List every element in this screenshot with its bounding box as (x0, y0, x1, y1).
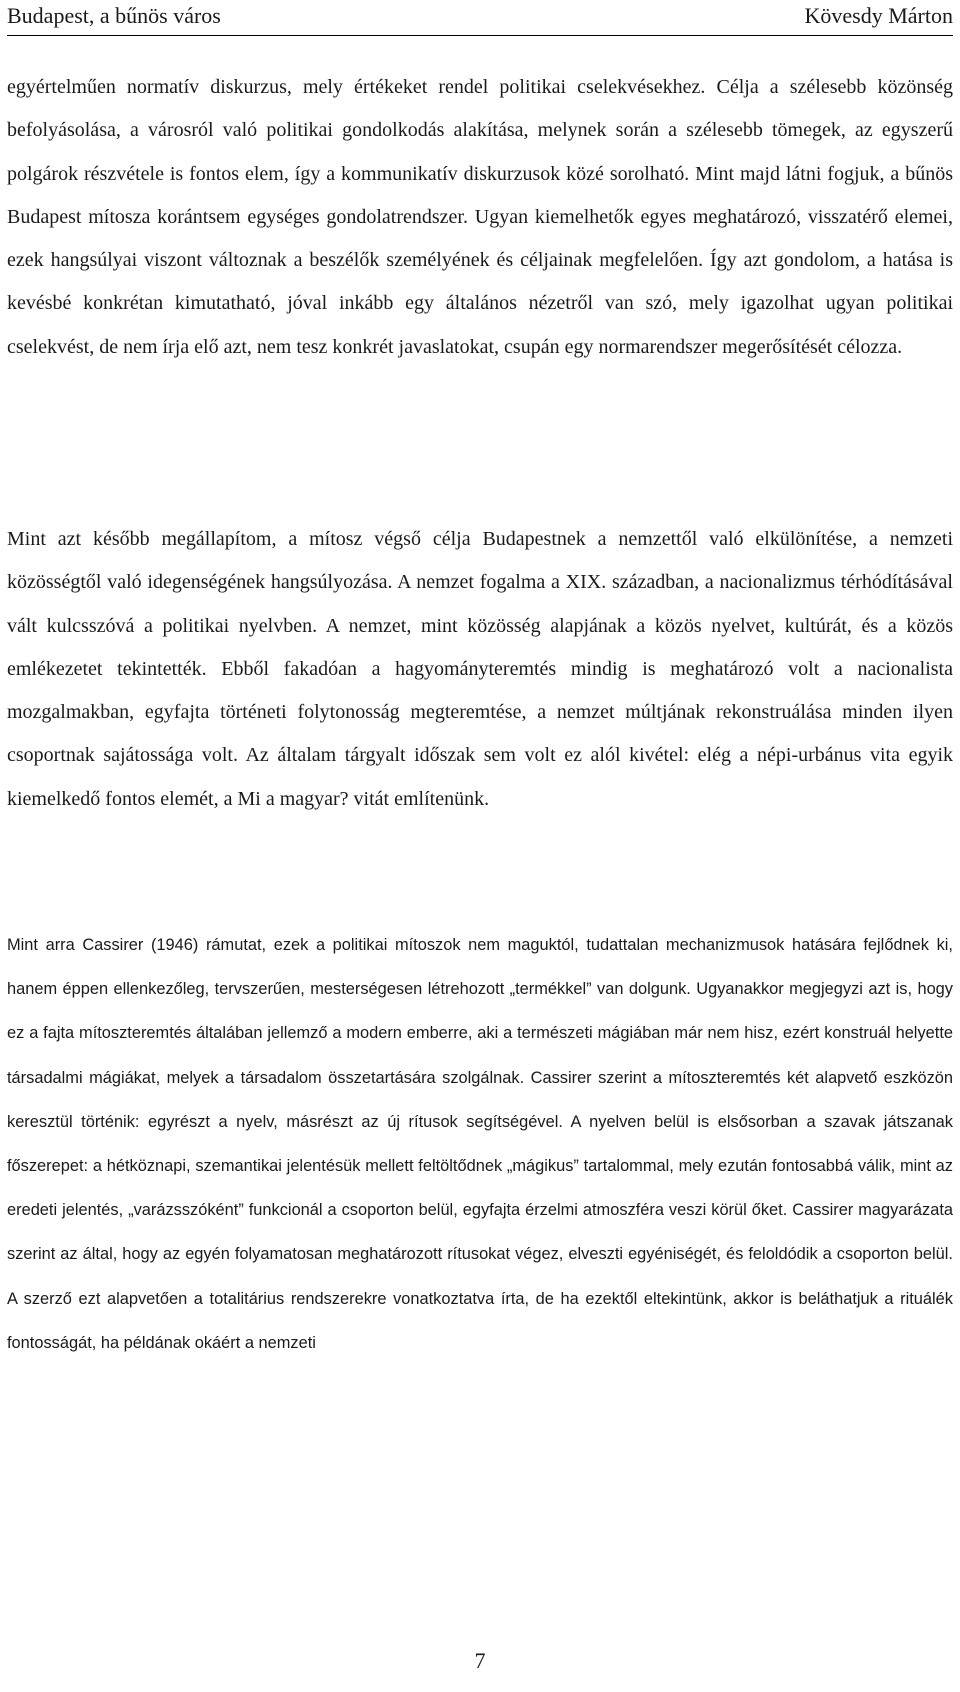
body-paragraph: egyértelműen normatív diskurzus, mely értékeket rendel politikai cselekvésekhez. Célja a szélesebb közönség befolyásolása, a városról való politikai gondolkodás alakítása, melynek során a szélesebb tömegek, az egyszerű polgárok részvétele is fontos elem, így a kommunikatív diskurzusok közé sorolható. Mint majd látni fogjuk, a bűnös Budapest mítosza korántsem egységes gondolatrendszer. Ugyan kiemelhetők egyes meghatározó, visszatérő elemei, ezek hangsúlyai viszont változnak a beszélők személyének és céljainak megfelelően. Így azt gondolom, a hatása is kevésbé konkrétan kimutatható, jóval inkább egy általános nézetről van szó, mely igazolhat ugyan politikai cselekvést, de nem írja elő azt, nem tesz konkrét javaslatokat, csupán egy normarendszer megerősítését célozza. (7, 76, 953, 358)
body-paragraph: Mint arra Cassirer (1946) rámutat, ezek a politikai mítoszok nem maguktól, tudattalan mechanizmusok hatására fejlődnek ki, hanem éppen ellenkezőleg, tervszerűen, mesterségesen létrehozott „termékkel” van dolgunk. Ugyanakkor megjegyzi azt is, hogy ez a fajta mítoszteremtés általában jellemző a modern emberre, aki a természeti mágiában már nem hisz, ezért konstruál helyette társadalmi mágiákat, melyek a társadalom összetartására szolgálnak. Cassirer szerint a mítoszteremtés két alapvető eszközön keresztül történik: egyrészt a nyelv, másrészt az új rítusok segítségével. A nyelven belül is elsősorban a szavak játszanak főszerepet: a hétköznapi, szemantikai jelentésük mellett feltöltődnek „mágikus” tartalommal, mely ezután fontosabbá válik, mint az eredeti jelentés, „varázsszóként” funkcionál a csoporton belül, egyfajta érzelmi atmoszféra veszi körül őket. Cassirer magyarázata szerint az által, hogy az egyén folyamatosan meghatározott rítusokat végez, elveszti egyéniségét, és feloldódik a csoporton belül. A szerző ezt alapvetően a totalitárius rendszerekre vonatkoztatva írta, de ha ezektől eltekintünk, akkor is beláthatjuk a rituálék fontosságát, ha példának okáért a nemzeti (7, 936, 953, 1352)
header-title: Budapest, a bűnös város (7, 3, 221, 28)
header-author: Kövesdy Márton (804, 3, 953, 28)
running-header (7, 2, 953, 36)
body-paragraph: Mint azt később megállapítom, a mítosz végső célja Budapestnek a nemzettől való elkülönítése, a nemzeti közösségtől való idegenségének hangsúlyozása. A nemzet fogalma a XIX. században, a nacionalizmus térhódításával vált kulcsszóvá a politikai nyelvben. A nemzet, mint közösség alapjának a közös nyelvet, kultúrát, és a közös emlékezetet tekintették. Ebből fakadóan a hagyományteremtés mindig is meghatározó volt a nacionalista mozgalmakban, egyfajta történeti folytonosság megteremtése, a nemzet múltjának rekonstruálása minden ilyen csoportnak sajátossága volt. Az általam tárgyalt időszak sem volt ez alól kivétel: elég a népi-urbánus vita egyik kiemelkedő fontos elemét, a Mi a magyar? vitát említenünk. (7, 528, 953, 810)
page-number: 7 (474, 1648, 486, 1673)
